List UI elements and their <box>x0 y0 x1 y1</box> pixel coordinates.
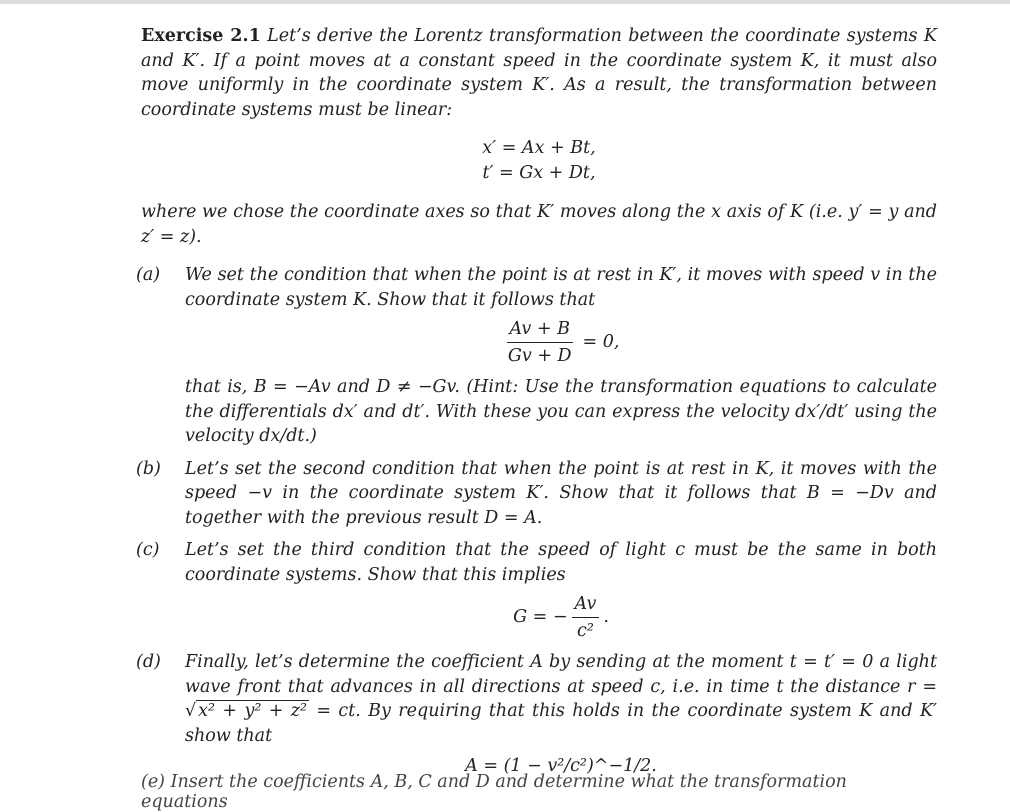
subquestion-list <box>136 263 937 779</box>
top-border <box>0 0 1010 4</box>
subquestion-a-equation <box>185 318 937 367</box>
subquestion-b-label: (b) <box>136 458 161 479</box>
fraction-av-c2 <box>572 593 600 642</box>
subquestion-a-hint: that is, B = −Av and D ≠ −Gv. (Hint: Use the transformation equations to calculate the differentials dx′ and dt′. With these you can express the velocity dx′/dt′ using the velocity dx/dt.) <box>185 377 937 446</box>
subquestion-b <box>136 457 937 531</box>
sqrt-content: x² + y² + z² <box>198 701 307 721</box>
subquestion-d-text <box>185 650 937 748</box>
g-equation-end: . <box>603 607 609 627</box>
fraction-numerator: Av <box>572 593 600 618</box>
cutoff-text: (e) Insert the coefficients A, B, C and D and determine what the transformation equations <box>141 772 847 812</box>
exercise-intro: Let’s derive the Lorentz transformation between the coordinate systems K and K′. If a point moves at a constant speed in the coordinate system K, it must also move uniformly in the coordinate system K′. As a result, the transformation between coordinate systems must be linear: <box>141 26 937 120</box>
subquestion-c-text: Let’s set the third condition that the speed of light c must be the same in both coordinate systems. Show that this implies <box>185 540 937 585</box>
axes-note: where we chose the coordinate axes so that K′ moves along the x axis of K (i.e. y′ = y and z′ = z). <box>141 202 937 247</box>
subquestion-d-result: A = (1 − v²/c²)^−1/2. <box>465 756 657 776</box>
equation-x-prime: x′ = Ax + Bt, <box>482 138 596 158</box>
subquestion-a-text: We set the condition that when the point is at rest in K′, it moves with speed v in the coordinate system K. Show that it follows that <box>185 265 937 310</box>
exercise-page <box>136 24 937 787</box>
transformation-equations <box>141 136 937 186</box>
equation-t-prime: t′ = Gx + Dt, <box>482 163 596 183</box>
subquestion-a <box>136 263 937 449</box>
subquestion-c-label: (c) <box>136 540 160 560</box>
fraction-denominator: Gv + D <box>507 346 572 366</box>
exercise-intro-paragraph <box>141 24 937 122</box>
fraction-av-b-gv-d <box>507 318 573 367</box>
fraction-denominator: c² <box>577 621 594 641</box>
fraction-rhs: = 0, <box>582 332 620 352</box>
subquestion-d-text-after: = ct. By requiring that this holds in the coordinate system K and K′ show that <box>185 701 937 746</box>
subquestion-c <box>136 538 937 642</box>
subquestion-a-label: (a) <box>136 265 161 285</box>
cutoff-next-line <box>141 762 937 812</box>
subquestion-b-text: Let’s set the second condition that when the point is at rest in K, it moves with the speed −v in the coordinate system K′. Show that it follows that B = −Dv and together with the previous result D = A. <box>185 458 937 528</box>
subquestion-d-text-before: Finally, let’s determine the coefficient A by sending at the moment t = t′ = 0 a light wave front that advances in all directions at speed c, i.e. in time t the distance r = <box>185 652 937 697</box>
g-equation-lhs: G = − <box>513 607 568 627</box>
sqrt-symbol: √ <box>185 701 197 721</box>
subquestion-c-equation <box>185 593 937 642</box>
subquestion-d <box>136 650 937 779</box>
subquestion-d-label: (d) <box>136 652 161 672</box>
fraction-numerator: Av + B <box>507 318 573 343</box>
exercise-title: Exercise 2.1 <box>141 26 261 46</box>
